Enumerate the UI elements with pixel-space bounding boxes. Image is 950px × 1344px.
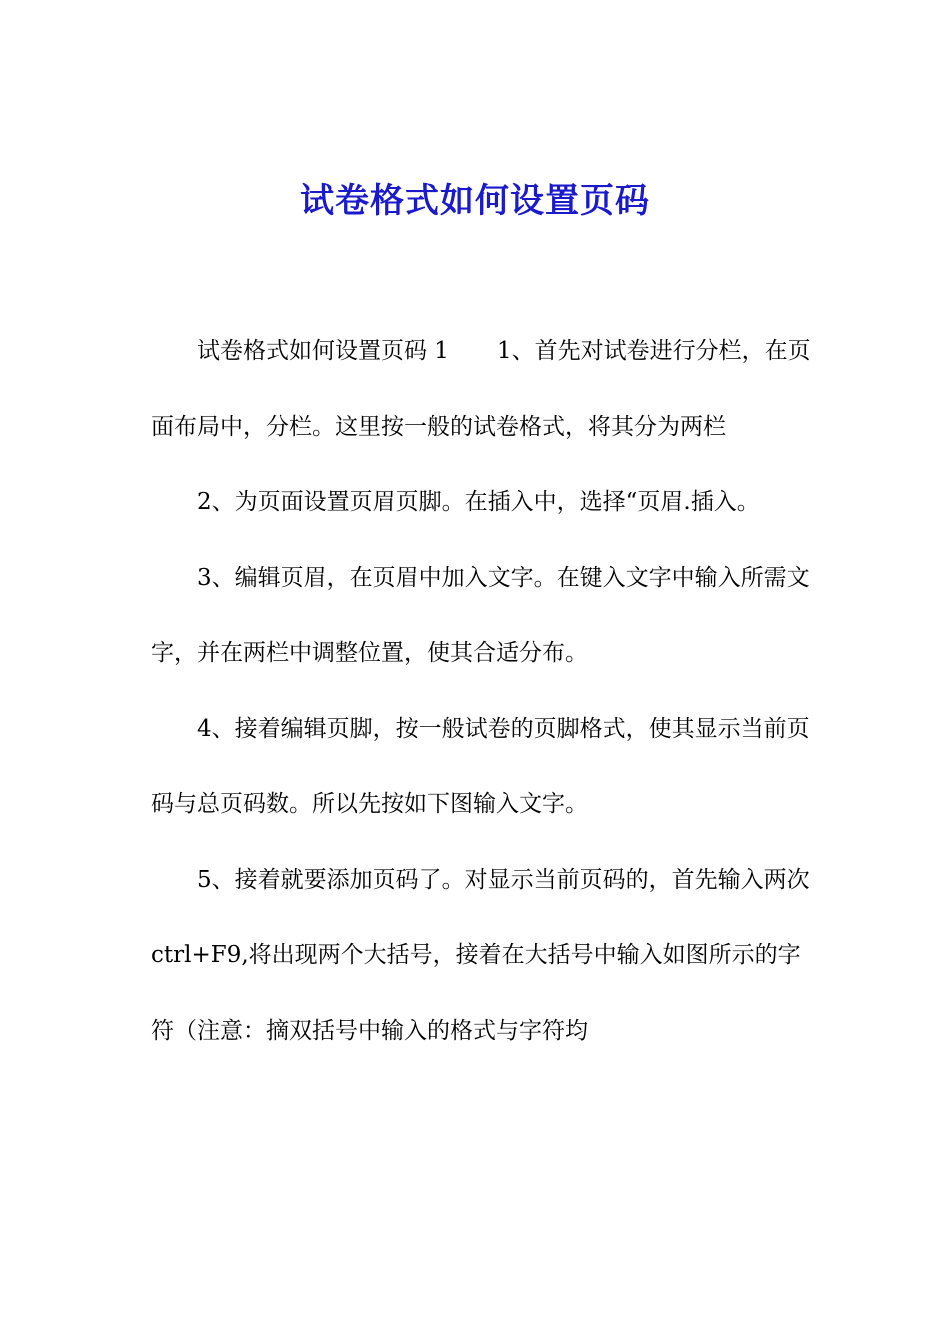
- paragraph-1: [151, 314, 811, 465]
- paragraph-2: 2、为页面设置页眉页脚。在插入中，选择“页眉.插入。: [197, 489, 760, 515]
- document-body: [151, 314, 811, 1069]
- paragraph-1-text: 1、首先对试卷进行分栏，在页面布局中，分栏。这里按一般的试卷格式，将其分为两栏: [151, 338, 811, 440]
- paragraph-4: 4、接着编辑页脚，按一般试卷的页脚格式，使其显示当前页码与总页码数。所以先按如下图输入文字。: [151, 715, 810, 817]
- paragraph-5: 5、接着就要添加页码了。对显示当前页码的，首先输入两次ctrl+F9,将出现两个大括号，接着在大括号中输入如图所示的字符（注意：摘双括号中输入的格式与字符均: [151, 866, 810, 1044]
- paragraph-3: 3、编辑页眉，在页眉中加入文字。在键入文字中输入所需文字，并在两栏中调整位置，使其合适分布。: [151, 564, 810, 666]
- document-title: 试卷格式如何设置页码: [300, 181, 650, 221]
- intro-heading: 试卷格式如何设置页码 1: [197, 338, 449, 364]
